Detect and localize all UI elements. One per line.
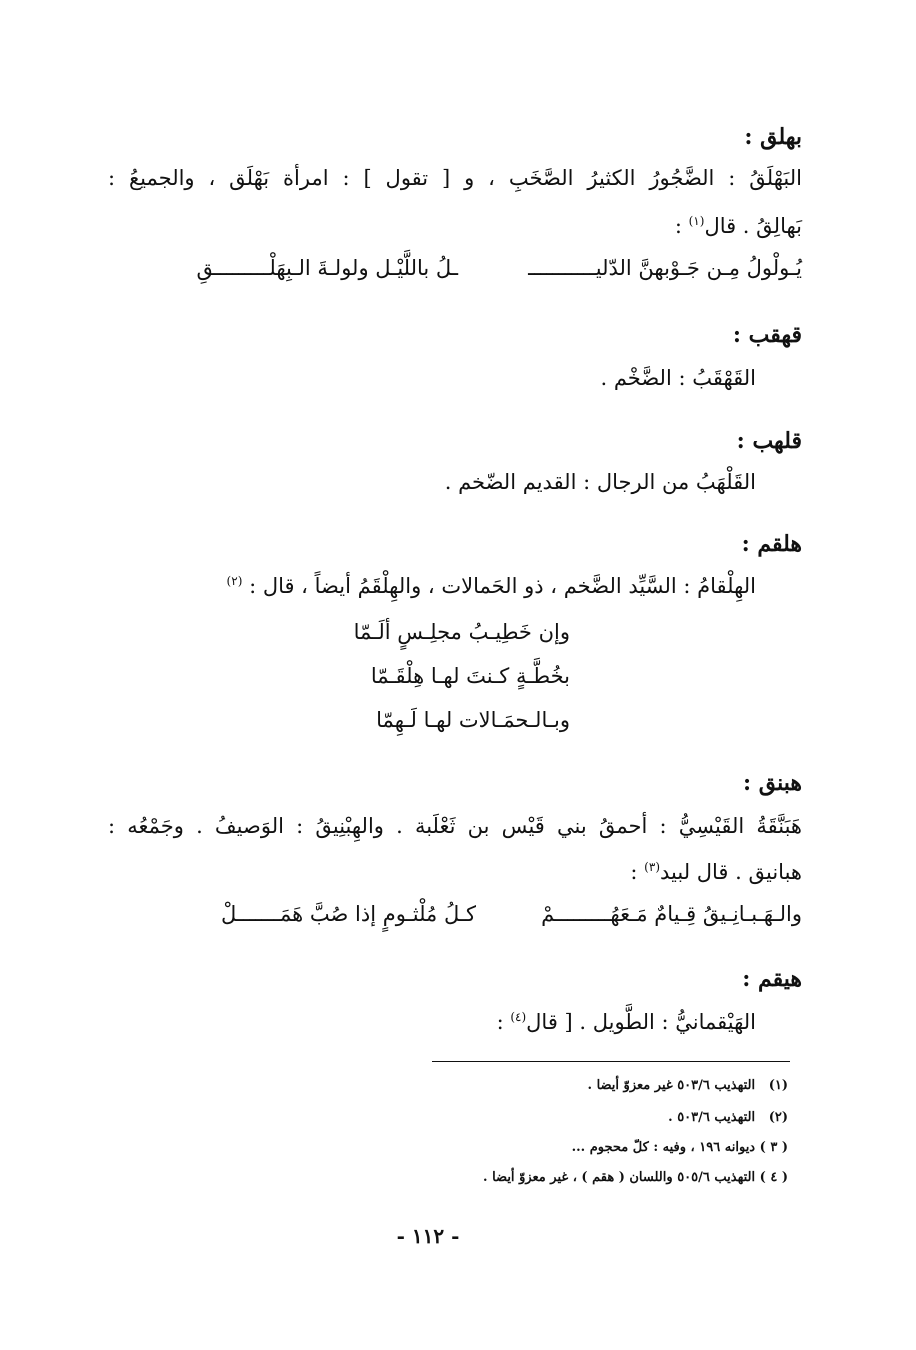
poem-line: وبـالـحمَـالات لهـا لَـهِمّا — [376, 708, 570, 732]
colon: : — [496, 1010, 504, 1034]
entry-text: هَبَنَّقَةُ القَيْسِيُّ : أحمقُ بني قَيْس بن ثَعْلَبة . والهِبْنِيقُ : الوَصيفُ . وجَمْعُه : — [108, 814, 802, 838]
footnote — [572, 1140, 788, 1155]
footnote-separator — [432, 1061, 790, 1062]
footnote — [588, 1078, 788, 1093]
colon: : — [630, 860, 638, 884]
entry-text-line — [497, 1010, 756, 1034]
entry-text: القَلْهَبُ من الرجال : القديم الضّخم . — [444, 470, 756, 494]
entry-heading: قهقب : — [732, 322, 802, 348]
footnote-number: ( ٣ ) — [759, 1140, 788, 1155]
entry-heading: هيقم : — [742, 966, 802, 992]
footnote-text: التهذيب ٥٠٣/٦ غير معزوّ أيضا . — [587, 1078, 756, 1093]
footnote-ref: (١) — [688, 214, 705, 228]
page-number: - ١١٢ - — [396, 1224, 460, 1248]
entry-text: القَهْقَبُ : الضَّخْم . — [600, 366, 756, 390]
poem-line: بخُطَّـةٍ كـنتَ لهـا هِلْقَـمّا — [370, 664, 570, 688]
entry-text: الهَيْقمانيُّ : الطَّويل . [ قال — [526, 1010, 756, 1034]
entry-heading: هبنق : — [742, 770, 802, 796]
verse-first-hemistich: يُـولْولُ مِـن جَـوْبهنَّ الدّليـــــــــــ — [528, 256, 802, 280]
footnote-ref: (٤) — [510, 1010, 527, 1024]
footnote — [483, 1170, 788, 1185]
entry-heading: قلهب : — [736, 428, 802, 454]
entry-text: البَهْلَقُ : الضَّجُورُ الكثيرُ الصَّخَبِ ، و [ تقول ] : امرأة بَهْلَق ، والجميعُ : — [108, 166, 802, 190]
entry-heading: بهلق : — [744, 124, 802, 150]
footnote — [668, 1110, 788, 1125]
footnote-ref: (٣) — [644, 860, 660, 874]
entry-text-continued — [630, 860, 802, 884]
entry-text: بَهالِقُ . قال — [704, 214, 802, 238]
colon: : — [674, 214, 682, 238]
verse-second-hemistich: كـلُ مُلْثـومٍ إذا صُبَّ هَمَـــــــلْ — [221, 902, 476, 926]
entry-text: الهِلْقامُ : السَّيِّد الضَّخم ، ذو الحَمالات ، والهِلْقَمُ أيضاً ، قال : — [249, 574, 756, 598]
verse-first-hemistich: والـهَـبـانِـيقُ قِـيامٌ مَـعَهُـــــــــمْ — [541, 902, 802, 926]
footnote-text: ديوانه ١٩٦ ، وفيه : كلّ محجوم ... — [571, 1140, 756, 1155]
footnote-ref: (٢) — [226, 574, 243, 588]
footnote-text: التهذيب ٥٠٣/٦ . — [668, 1110, 756, 1125]
footnote-text: التهذيب ٥٠٥/٦ واللسان ( هقم ) ، غير معزوّ أيضا . — [483, 1170, 756, 1185]
poem-line: وإن خَطِيـبُ مجلِـسٍ ألَـمّا — [353, 620, 570, 644]
footnote-number: (٢) — [768, 1110, 788, 1125]
verse-second-hemistich: ـلُ باللَّيْـل ولولـةَ الـبِهَلْـــــــــقِ — [196, 256, 458, 280]
entry-heading: هلقم : — [741, 531, 802, 557]
footnote-number: (١) — [768, 1078, 788, 1093]
entry-text: هبانيق . قال لبيد — [660, 860, 802, 884]
entry-text-continued — [675, 214, 802, 238]
entry-text-line — [227, 574, 756, 598]
footnote-number: ( ٤ ) — [759, 1170, 788, 1185]
